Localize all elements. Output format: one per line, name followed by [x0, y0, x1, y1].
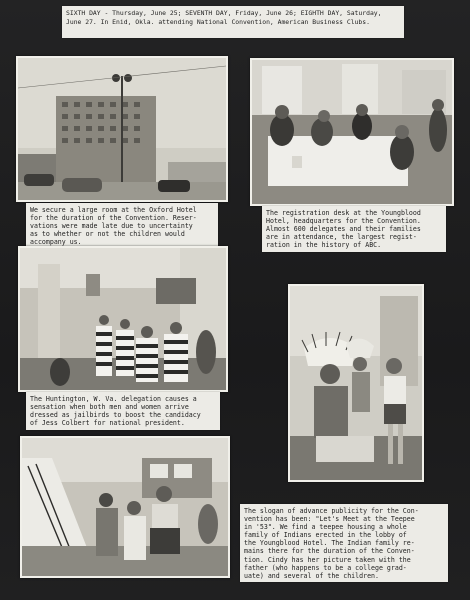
caption-huntington-delegation: The Huntington, W. Va. delegation causes a sensation when both men and women arrive dressed as jailbirds to boost the candidacy of Jess Colbert for national president. [26, 392, 220, 430]
caption-registration-desk: The registration desk at the Youngblood Hotel, headquarters for the Convention. Almost 600 delegates and their families are in attendance, the largest regist- ration in the history of ABC. [262, 206, 446, 252]
caption-teepee: The slogan of advance publicity for the Con- vention has been: "Let's Meet at the Teepee in '53". We find a teepee housing a whole family of Indians erected in the lobby of the Youngblood Hotel. The Indian family re- mains there for the duration of the Conven- tion. Cindy has her picture taken with the father (who happens to be a college grad- uate) and several of the children. [240, 504, 448, 582]
photo-teepee-indian-family [288, 284, 424, 482]
photo-registration-desk [250, 58, 454, 206]
caption-oxford-hotel: We secure a large room at the Oxford Hotel for the duration of the Convention. Reser- vations were made late due to uncertainty as to whether or not the children would accompany us. [26, 203, 218, 249]
page-header: SIXTH DAY - Thursday, June 25; SEVENTH DAY, Friday, June 26; EIGHTH DAY, Saturday, June 27. In Enid, Okla. attending National Convention, American Business Clubs. [62, 6, 404, 38]
photo-huntington-delegation [18, 246, 228, 392]
photo-hotel-lobby-children [20, 436, 230, 578]
photo-oxford-hotel [16, 56, 228, 202]
